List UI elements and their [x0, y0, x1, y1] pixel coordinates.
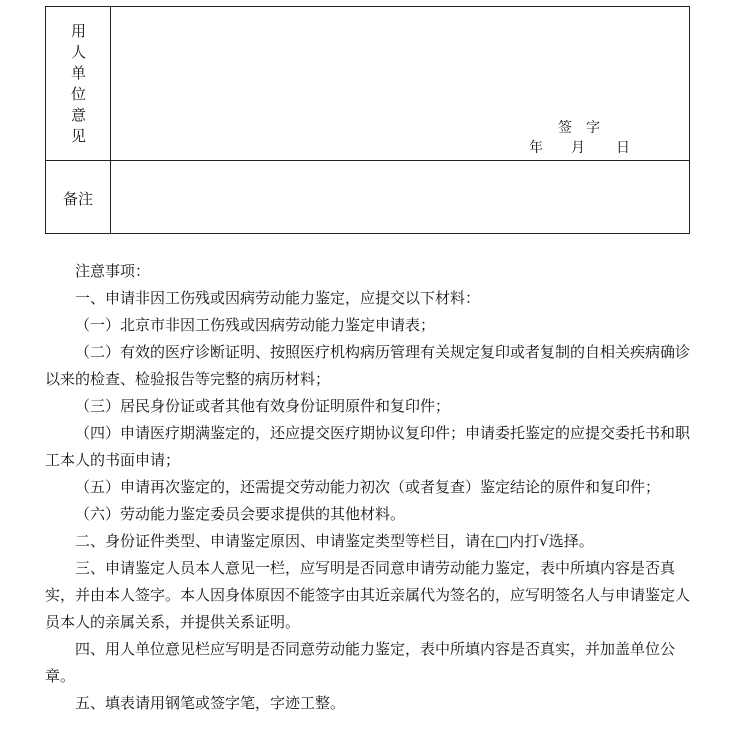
date-line — [529, 137, 630, 157]
notes-section — [45, 258, 690, 717]
remarks-label-cell — [46, 160, 111, 234]
notes-paragraph: （二）有效的医疗诊断证明、按照医疗机构病历管理有关规定复印或者复制的自相关疾病确诊以来的检查、检验报告等完整的病历材料； — [45, 343, 691, 388]
remarks-label: 备注 — [62, 190, 93, 208]
notes-paragraph: 一、申请非因工伤残或因病劳动能力鉴定，应提交以下材料： — [75, 289, 481, 307]
employer-opinion-row — [46, 7, 689, 161]
notes-paragraph: 二、身份证件类型、申请鉴定原因、申请鉴定类型等栏目，请在□内打√选择。 — [75, 532, 594, 550]
notes-paragraph: （五）申请再次鉴定的，还需提交劳动能力初次（或者复查）鉴定结论的原件和复印件； — [75, 478, 661, 496]
notes-paragraph: 五、填表请用钢笔或签字笔，字迹工整。 — [75, 694, 346, 712]
notes-paragraph: （六）劳动能力鉴定委员会要求提供的其他材料。 — [75, 505, 406, 523]
signature-label: 签字 — [558, 120, 614, 136]
notes-paragraph: （三）居民身份证或者其他有效身份证明原件和复印件； — [75, 397, 451, 415]
notes-paragraph: （一）北京市非因工伤残或因病劳动能力鉴定申请表； — [75, 316, 436, 334]
notes-paragraph: 三、申请鉴定人员本人意见一栏，应写明是否同意申请劳动能力鉴定，表中所填内容是否真实，并由本人签字。本人因身体原因不能签字由其近亲属代为签名的，应写明签名人与申请鉴定人员本人的亲属关系，并提供关系证明。 — [45, 559, 691, 631]
date-day-label: 日 — [616, 140, 630, 156]
employer-opinion-form — [45, 6, 690, 234]
date-month-label: 月 — [571, 140, 585, 156]
employer-opinion-label: 用人单位意见 — [69, 23, 87, 149]
notes-paragraph: 四、用人单位意见栏应写明是否同意劳动能力鉴定，表中所填内容是否真实，并加盖单位公章。 — [45, 640, 676, 685]
notes-paragraph: （四）申请医疗期满鉴定的，还应提交医疗期协议复印件；申请委托鉴定的应提交委托书和职工本人的书面申请； — [45, 424, 691, 469]
date-year-label: 年 — [529, 140, 543, 156]
employer-opinion-label-cell — [46, 7, 111, 160]
notes-title: 注意事项： — [75, 262, 151, 280]
remarks-row — [46, 160, 689, 234]
